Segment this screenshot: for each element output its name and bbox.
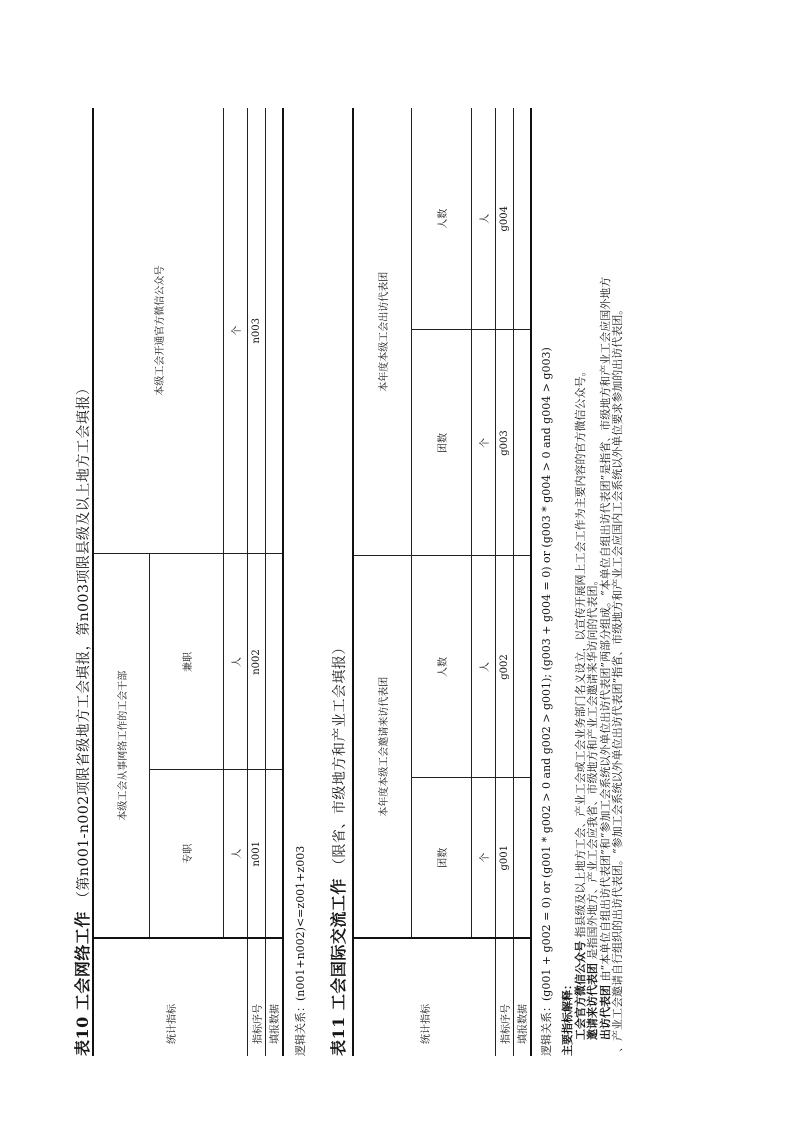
table10-stat-label: 统计指标: [93, 938, 247, 1056]
table11-data-g002[interactable]: [513, 556, 531, 778]
note-text: 由“本单位自组出访代表团”和“参加工会系统以外单位出访代表团”两部分组成。“本单位自组出访代表团”是指省、市级地方和产业工会应国外地方: [598, 276, 612, 982]
table11-col1-name: 团数: [411, 778, 471, 938]
table11-data-g004[interactable]: [513, 108, 531, 330]
table10-title-sub: （第n001-n002项限省级地方工会填报，第n003项限县级及以上地方工会填报）: [76, 380, 92, 906]
table11-row-index-label: 指标序号: [495, 938, 513, 1056]
table10-title-main: 表10 工会网络工作: [73, 911, 92, 1056]
table11-col2-name: 人数: [411, 556, 471, 778]
table10-logic: 逻辑关系：(n001+n002)<=z001+z003: [294, 845, 307, 1056]
table10-code-n003: n003: [247, 108, 265, 554]
table10-col2-name: 兼职: [149, 554, 223, 770]
table11-col4-unit: 人: [471, 108, 495, 330]
table11-stat-label: 统计指标: [353, 938, 495, 1056]
table11-col3-unit: 个: [471, 330, 495, 556]
table11-row-data-label: 填报数据: [513, 938, 531, 1056]
table11-code-g001: g001: [495, 778, 513, 938]
table10-code-n001: n001: [247, 770, 265, 938]
note-continuation: 、产业工会邀请自行组织的出访代表团。“参加工会系统以外单位出访代表团”指省、市级地方和产业工会应国内工会系统以外单位要求参加的出访代表团。: [611, 303, 624, 1052]
table11-title-main: 表11 工会国际交流工作: [329, 878, 348, 1056]
table11-code-g002: g002: [495, 556, 513, 778]
table11-data-g001[interactable]: [513, 778, 531, 938]
table11-col1-unit: 个: [471, 778, 495, 938]
table10-col3-header: 本级工会开通官方微信公众号: [93, 108, 223, 554]
table10-col3-unit: 个: [223, 108, 247, 554]
table11-col2-unit: 人: [471, 556, 495, 778]
table10-col2-unit: 人: [223, 554, 247, 770]
note-term: 邀请来访代表团: [586, 963, 599, 1040]
table10-row-data-label: 填报数据: [265, 938, 283, 1056]
table11-code-g004: g004: [495, 108, 513, 330]
table11: [352, 108, 532, 1056]
table10-col1-unit: 人: [223, 770, 247, 938]
note-text: 指县级及以上地方工会、产业工会或工会业务部门名义设立，以宣传开展网上工会工作为主要内容的官方微信公众号。: [573, 365, 587, 938]
table10: [92, 108, 284, 1056]
table11-group2-header: 本年度本级工会出访代表团: [353, 108, 411, 556]
note-text: 是指国外地方、产业工会应我省、市级地方和产业工会邀请来华访问的代表团。: [586, 574, 599, 960]
table11-col3-name: 团数: [411, 330, 471, 556]
indicator-notes: [562, 277, 625, 1056]
table10-group-header: 本级工会从事网络工作的工会干部: [93, 554, 149, 938]
table11-code-g003: g003: [495, 330, 513, 556]
table10-row-index-label: 指标序号: [247, 938, 265, 1056]
table10-data-n001[interactable]: [265, 770, 283, 938]
table10-code-n002: n002: [247, 554, 265, 770]
table10-col1-name: 专职: [149, 770, 223, 938]
table10-data-n003[interactable]: [265, 108, 283, 554]
table11-data-g003[interactable]: [513, 330, 531, 556]
notes-heading: 主要指标解释：: [561, 979, 574, 1056]
table11-group1-header: 本年度本级工会邀请来访代表团: [353, 556, 411, 938]
table10-title: [70, 381, 93, 1056]
note-term: 出访代表团: [598, 985, 612, 1040]
table11-logic: 逻辑关系：(g001 + g002 = 0) or (g001 * g002 > 0 and g002 > g001); (g003 + g004 = 0) or (g003 * g004 > 0 and g004 > g003): [540, 347, 553, 1056]
table11-col4-name: 人数: [411, 108, 471, 330]
note-term: 工会官方微信公众号: [573, 941, 587, 1040]
table11-title-sub: （限省、市级地方和产业工会填报）: [332, 640, 348, 873]
table10-data-n002[interactable]: [265, 554, 283, 770]
statistics-form-sheet: [68, 62, 668, 1062]
table11-title: [326, 640, 349, 1056]
